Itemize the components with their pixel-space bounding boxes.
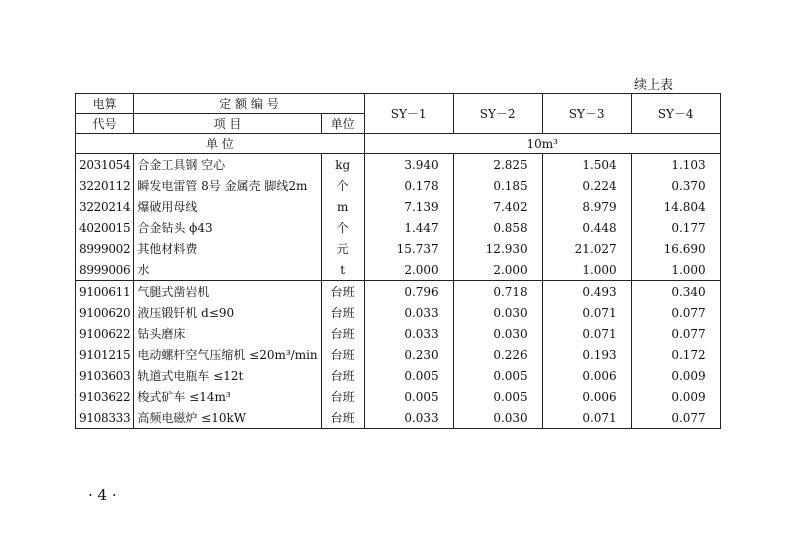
cell-value-1: 0.005 [364,386,453,407]
header-code-top: 电算 [76,94,134,114]
cell-value-4: 0.177 [631,217,720,238]
cell-code: 9103603 [76,365,134,386]
cell-code: 8999002 [76,238,134,259]
cell-item-name: 轨道式电瓶车 ≤12t [134,365,321,386]
table-row [76,175,721,196]
cell-value-1: 2.000 [364,259,453,281]
cell-value-4: 0.009 [631,365,720,386]
quota-table [75,93,721,429]
cell-value-2: 0.005 [453,365,542,386]
cell-value-1: 3.940 [364,154,453,176]
cell-value-3: 0.006 [542,365,631,386]
cell-code: 9108333 [76,407,134,429]
cell-value-4: 0.172 [631,344,720,365]
header-unit: 单位 [321,114,364,134]
cell-value-4: 0.077 [631,323,720,344]
table-row [76,302,721,323]
cell-unit: 台班 [321,323,364,344]
cell-value-2: 0.226 [453,344,542,365]
cell-value-3: 21.027 [542,238,631,259]
header-item: 项 目 [134,114,321,134]
cell-value-2: 0.858 [453,217,542,238]
cell-item-name: 瞬发电雷管 8号 金属壳 脚线2m [134,175,321,196]
table-row [76,154,721,176]
cell-value-3: 0.224 [542,175,631,196]
cell-code: 3220214 [76,196,134,217]
cell-value-1: 0.005 [364,365,453,386]
table-row [76,386,721,407]
cell-unit: 个 [321,217,364,238]
header-col-4: SY－4 [631,94,720,134]
cell-code: 3220112 [76,175,134,196]
cell-value-3: 0.071 [542,407,631,429]
cell-item-name: 水 [134,259,321,281]
table-row [76,196,721,217]
cell-code: 9100611 [76,281,134,303]
cell-item-name: 合金工具钢 空心 [134,154,321,176]
cell-value-2: 0.030 [453,323,542,344]
cell-unit: 台班 [321,344,364,365]
table-row [76,407,721,429]
cell-value-3: 0.448 [542,217,631,238]
cell-unit: 台班 [321,365,364,386]
header-col-1: SY－1 [364,94,453,134]
cell-unit: 台班 [321,281,364,303]
cell-value-4: 0.370 [631,175,720,196]
cell-value-3: 1.504 [542,154,631,176]
cell-value-4: 14.804 [631,196,720,217]
unit-row-label: 单 位 [76,134,365,154]
cell-unit: m [321,196,364,217]
header-quota-number: 定 额 编 号 [134,94,364,114]
cell-value-1: 15.737 [364,238,453,259]
continued-label: 续上表 [634,78,674,93]
cell-code: 8999006 [76,259,134,281]
cell-value-2: 0.718 [453,281,542,303]
cell-item-name: 液压锻钎机 d≤90 [134,302,321,323]
header-col-3: SY－3 [542,94,631,134]
unit-row-value: 10m³ [364,134,720,154]
cell-value-3: 0.006 [542,386,631,407]
header-col-2: SY－2 [453,94,542,134]
cell-value-4: 0.009 [631,386,720,407]
page-number: · 4 · [88,486,117,504]
cell-value-4: 16.690 [631,238,720,259]
cell-value-4: 0.077 [631,302,720,323]
cell-code: 9100620 [76,302,134,323]
cell-value-2: 12.930 [453,238,542,259]
cell-value-4: 1.000 [631,259,720,281]
cell-item-name: 梭式矿车 ≤14m³ [134,386,321,407]
cell-unit: kg [321,154,364,176]
cell-item-name: 高频电磁炉 ≤10kW [134,407,321,429]
cell-unit: t [321,259,364,281]
cell-value-4: 0.077 [631,407,720,429]
cell-value-3: 8.979 [542,196,631,217]
cell-unit: 台班 [321,407,364,429]
cell-value-2: 7.402 [453,196,542,217]
cell-value-4: 0.340 [631,281,720,303]
cell-value-1: 0.033 [364,323,453,344]
cell-unit: 台班 [321,386,364,407]
cell-value-1: 0.230 [364,344,453,365]
table-row [76,281,721,303]
cell-item-name: 气腿式凿岩机 [134,281,321,303]
cell-item-name: 电动螺杆空气压缩机 ≤20m³/min [134,344,321,365]
cell-value-3: 0.493 [542,281,631,303]
cell-item-name: 其他材料费 [134,238,321,259]
table-row [76,344,721,365]
cell-code: 9101215 [76,344,134,365]
cell-value-1: 0.796 [364,281,453,303]
cell-item-name: 爆破用母线 [134,196,321,217]
cell-value-3: 0.193 [542,344,631,365]
table-row [76,217,721,238]
cell-value-1: 7.139 [364,196,453,217]
cell-value-1: 1.447 [364,217,453,238]
table-row [76,259,721,281]
cell-code: 2031054 [76,154,134,176]
cell-value-3: 0.071 [542,323,631,344]
cell-value-1: 0.033 [364,302,453,323]
cell-value-1: 0.178 [364,175,453,196]
cell-unit: 元 [321,238,364,259]
table-row [76,238,721,259]
cell-value-1: 0.033 [364,407,453,429]
cell-value-2: 0.030 [453,302,542,323]
cell-value-4: 1.103 [631,154,720,176]
cell-code: 4020015 [76,217,134,238]
cell-item-name: 合金钻头 ϕ43 [134,217,321,238]
table-row [76,323,721,344]
cell-code: 9100622 [76,323,134,344]
cell-value-2: 2.000 [453,259,542,281]
cell-item-name: 钻头磨床 [134,323,321,344]
cell-value-3: 1.000 [542,259,631,281]
header-code-bottom: 代号 [76,114,134,134]
cell-value-3: 0.071 [542,302,631,323]
table-row [76,365,721,386]
cell-value-2: 0.185 [453,175,542,196]
cell-value-2: 2.825 [453,154,542,176]
cell-value-2: 0.005 [453,386,542,407]
cell-value-2: 0.030 [453,407,542,429]
cell-code: 9103622 [76,386,134,407]
cell-unit: 台班 [321,302,364,323]
cell-unit: 个 [321,175,364,196]
